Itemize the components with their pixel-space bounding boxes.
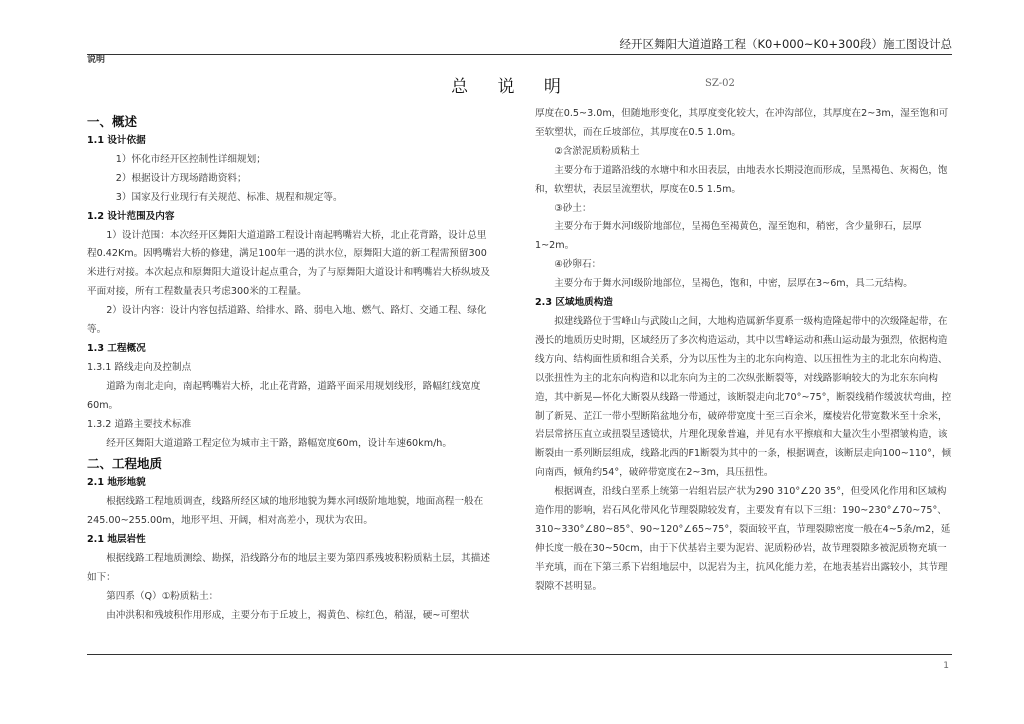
standard-text: 经开区舞阳大道道路工程定位为城市主干路，路幅宽度60m，设计车速60km/h。 [106, 437, 452, 449]
scope-item-2: 2）设计内容：设计内容包括道路、给排水、路、弱电入地、燃气、路灯、交通工程、绿化等。 [87, 305, 487, 336]
strata-item-4-title: ④砂卵石： [554, 259, 602, 271]
heading-overview: 一、概述 [87, 114, 138, 129]
heading-technical-standard: 1.3.2 道路主要技术标准 [87, 418, 192, 430]
strata-item-3-text: 主要分布于舞水河Ⅰ级阶地部位，呈褐色至褐黄色，湿至饱和，稍密，含少量卵石，层厚1~2m。 [535, 221, 922, 252]
header-project-title: 经开区舞阳大道道路工程（K0+000~K0+300段）施工图设计总 [619, 37, 952, 51]
page-header [87, 30, 952, 65]
header-section-label: 说明 [87, 55, 106, 65]
terrain-text: 根据线路工程地质调查，线路所经区域的地形地貌为舞水河Ⅰ级阶地地貌，地面高程一般在245.00~255.00m，地形平坦、开阔，相对高差小，现状为农田。 [87, 496, 484, 527]
structure-text-1: 拟建线路位于雪峰山与武陵山之间，大地构造属新华夏系一级构造隆起带中的次级隆起带，在漫长的地质历史时期，区域经历了多次构造运动，其中以雪峰运动和燕山运动最为强烈，依据构造线方向、结构面性质和组合关系，分为以压性为主的北东向构造、以压扭性为主的北北东向构造、以张扭性为主的北东向构造和以北东向为主的二次纵张断裂等，对线路影响较大的为北东东向构造，其中新晃—怀化大断裂从线路一带通过，该断裂走向北70°~75°，断裂线稍作缓波状弯曲，控制了新晃、芷江一带小型断陷盆地分布，破碎带宽度十至三百余米，糜棱岩化带宽数米至十余米，岩层常挤压直立或扭裂呈透镜状，片理化现象普遍，并见有水平擦痕和大量次生小型褶皱构造，该断裂由一系列断层组成，线路北西的F1断裂为其中的一条，根据调查，该断层走向100~110°，倾向南西，倾角约54°，破碎带宽度在2~3m，具压扭性。 [535, 315, 952, 479]
strata-text: 根据线路工程地质测绘、勘探，沿线路分布的地层主要为第四系残坡积粉质粘土层，其描述如下： [87, 553, 490, 583]
strata-item-4-text: 主要分布于舞水河Ⅰ级阶地部位，呈褐色，饱和，中密，层厚在3~6m，具二元结构。 [554, 278, 913, 290]
heading-terrain: 2.1 地形地貌 [87, 477, 146, 489]
route-text: 道路为南北走向，南起鸭嘴岩大桥，北止花背路，道路平面采用规划线形，路幅红线宽度60m。 [87, 380, 481, 411]
document-title: 总 说 明 [451, 77, 573, 97]
right-column [535, 105, 953, 597]
heading-route: 1.3.1 路线走向及控制点 [87, 361, 192, 373]
page-number: 1 [943, 661, 949, 671]
document-code: SZ-02 [705, 78, 735, 89]
heading-design-basis: 1.1 设计依据 [87, 135, 146, 146]
basis-item-3: 3）国家及行业现行有关规范、标准、规程和规定等。 [115, 191, 343, 203]
heading-project-overview: 1.3 工程概况 [87, 342, 146, 354]
strata-quaternary-text: 由冲洪积和残坡积作用形成，主要分布于丘坡上，褐黄色、棕红色，稍湿，硬~可塑状 [106, 609, 470, 621]
heading-strata: 2.1 地层岩性 [87, 534, 146, 546]
strata-item-2-text: 主要分布于道路沿线的水塘中和水田表层，由地表水长期浸泡而形成，呈黑褐色、灰褐色，饱和，软塑状，表层呈流塑状，厚度在0.5 1.5m。 [535, 164, 948, 195]
strata-quaternary-title: 第四系（Q）①粉质粘土： [106, 590, 219, 602]
strata-item-2-title: ②含淤泥质粉质粘土 [554, 145, 640, 157]
strata-continued-text: 厚度在0.5~3.0m，但随地形变化，其厚度变化较大，在冲沟部位，其厚度在2~3m，湿至饱和可至软塑状，而在丘坡部位，其厚度在0.5 1.0m。 [535, 108, 949, 138]
header-rule [87, 54, 952, 55]
strata-item-3-title: ③砂土： [554, 202, 592, 214]
heading-regional-structure: 2.3 区域地质构造 [535, 297, 613, 309]
basis-item-1: 1）怀化市经开区控制性详细规划； [115, 153, 266, 165]
left-column [87, 111, 495, 626]
basis-item-2: 2）根据设计方现场踏勘资料； [115, 172, 247, 184]
footer-rule [87, 654, 952, 655]
heading-geology: 二、工程地质 [87, 456, 163, 472]
heading-design-scope: 1.2 设计范围及内容 [87, 210, 175, 222]
scope-item-1: 1）设计范围：本次经开区舞阳大道道路工程设计南起鸭嘴岩大桥，北止花背路，设计总里程0.42Km。因鸭嘴岩大桥的修建，满足100年一遇的洪水位，原舞阳大道的新工程需预留300米进行对接。本次起点和原舞阳大道设计起点重合，为了与原舞阳大道设计和鸭嘴岩大桥纵坡及平面对接，所有工程数量表只考虑300米的工程量。 [87, 229, 490, 298]
structure-text-2: 根据调查，沿线白垩系上统第一岩组岩层产状为290 310°∠20 35°，但受风化作用和区域构造作用的影响，岩石风化带风化节理裂隙较发育，主要发育有以下三组：190~230°∠70~75°、310~330°∠80~85°、90~120°∠65~75°，裂面较平直，节理裂隙密度一般在4~5条/m2，延伸长度一般在30~50cm，由于下伏基岩主要为泥岩、泥质粉砂岩，故节理裂隙多被泥质物充填一半充填，而在下第三系下岩组地层中，以泥岩为主，抗风化能力差，在地表基岩出露较小，其节理裂隙不甚明显。 [535, 486, 951, 592]
